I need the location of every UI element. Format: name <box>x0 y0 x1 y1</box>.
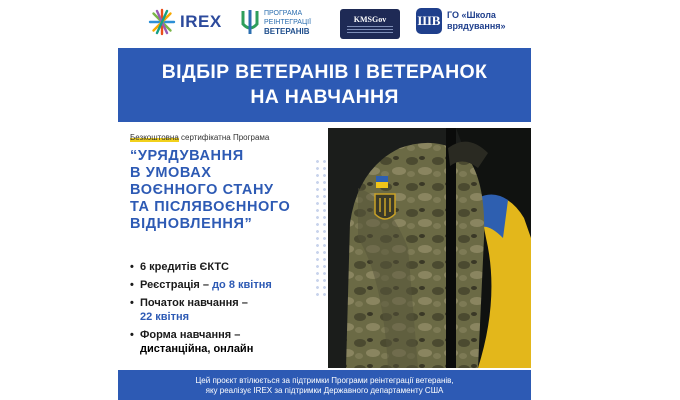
list-item-credits: • 6 кредитів ЄКТС <box>130 261 229 273</box>
credits-text: 6 кредитів ЄКТС <box>140 261 229 273</box>
partner-logos <box>118 0 531 48</box>
program-details-list <box>130 260 326 360</box>
format-label: Форма навчання – <box>140 329 241 341</box>
program-title <box>130 148 290 233</box>
veteran-program-logo-icon <box>240 8 260 36</box>
school-logo-line-1: ГО «Школа <box>447 10 496 20</box>
page-title-line-1: ВІДБІР ВЕТЕРАНІВ І ВЕТЕРАНОК <box>161 61 488 83</box>
program-info <box>118 122 326 370</box>
poster <box>118 0 531 400</box>
irex-logo-icon <box>148 8 176 36</box>
program-title-line-5: ВІДНОВЛЕННЯ” <box>130 216 253 232</box>
irex-logo-text: IREX <box>180 12 222 31</box>
program-title-line-2: В УМОВАХ <box>130 165 212 181</box>
irex-logo <box>148 8 222 36</box>
program-logo-line-3: ВЕТЕРАНІВ <box>264 26 310 36</box>
footer-line-2: яку реалізує IREX за підтримки Державного департаменту США <box>205 386 444 395</box>
list-item-registration: • Реєстрація – до 8 квітня <box>130 279 272 291</box>
start-date: 22 квітня <box>140 311 190 323</box>
certificate-program-text: сертифікатна Програма <box>178 133 270 142</box>
program-title-line-3: ВОЄННОГО СТАНУ <box>130 182 274 198</box>
veteran-program-logo <box>240 8 311 36</box>
footer <box>118 370 531 400</box>
kmsgov-logo <box>340 9 400 39</box>
kmsgov-logo-subtext <box>347 26 393 34</box>
program-title-line-1: “УРЯДУВАННЯ <box>130 148 244 164</box>
list-item-format: • Форма навчання – <box>130 329 241 341</box>
school-logo-line-2: врядування» <box>447 21 506 31</box>
program-logo-line-2: РЕІНТЕГРАЦІЇ <box>264 18 312 26</box>
school-of-governance-logo <box>416 8 506 34</box>
soldier-image <box>328 128 531 368</box>
veteran-photo <box>328 128 531 368</box>
format-value: дистанційна, онлайн <box>140 343 254 355</box>
free-certificate-line <box>130 133 269 142</box>
page-title-line-2: НА НАВЧАННЯ <box>250 86 399 108</box>
program-logo-line-1: ПРОГРАМА <box>264 9 303 17</box>
registration-label: Реєстрація – <box>140 279 213 291</box>
school-of-governance-logo-icon: ШВ <box>416 8 442 34</box>
program-title-line-4: ТА ПІСЛЯВОЄННОГО <box>130 199 291 215</box>
footer-line-1: Цей проєкт втілюється за підтримки Програми реінтеграції ветеранів, <box>195 376 454 385</box>
start-label: Початок навчання – <box>140 297 248 309</box>
kmsgov-logo-icon: KMSGov <box>353 14 387 24</box>
list-item-start: • Початок навчання – <box>130 297 248 309</box>
free-highlight: Безкоштовна <box>130 133 179 142</box>
registration-deadline: до 8 квітня <box>212 279 272 291</box>
title-band <box>118 48 531 122</box>
